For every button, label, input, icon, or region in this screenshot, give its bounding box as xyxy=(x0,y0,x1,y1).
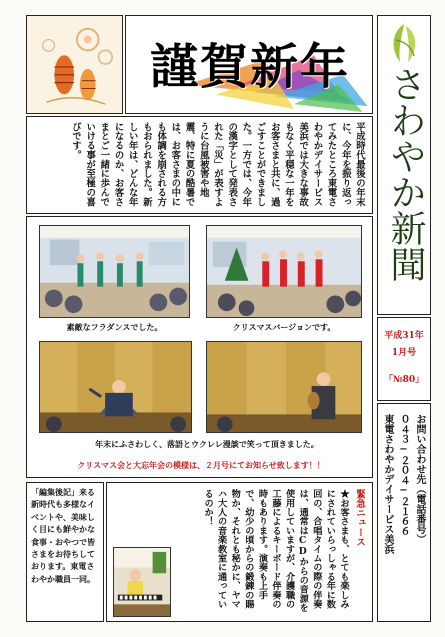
rakugo-caption: 年末にふさわしく、落語とウクレレ漫談で笑って頂きました。 xyxy=(95,439,319,449)
urgent-news-text: ★お客さまも、とても楽しみにされていらっしゃる年に数回の、合唱タイムの際の伴奏は、通常はCDからの音源を使用していますが、介護職の工藤によるキーボード伴奏の時もあります。演奏も上手で、幼少の頃からの鍛錬の賜物か、それとも秘かに、ヤマハ大人の音楽教室に通っているのか！ xyxy=(202,489,349,613)
intro-article-text: 平成時代最後の年末に、今年を振り返ってみたところ東電さわやかデイサービス美浜では大きな事故もなく平穏な一年をお客さまと共に、過ごすことができました。一方では、今年の漢字として発表された「災」が表すように台風被害や地震、特に夏の酷暑では、お客さまの中にも体調を崩される方もおられました。新しい年は、どんな年になるのか、お客さまとご一緒に歩んでいける事が至極の喜びです。 xyxy=(69,122,365,207)
event-notice: クリスマス会と大忘年会の模様は、２月号にてお知らせ致します！！ xyxy=(77,460,325,470)
issue-era: 平成31年 xyxy=(384,331,424,341)
photo-section xyxy=(26,216,373,478)
ukulele-comedy-photo xyxy=(206,341,362,433)
hula-caption: 素敵なフラダンスでした。 xyxy=(66,322,163,332)
issue-month: 1月号 xyxy=(391,348,417,358)
urgent-news-box xyxy=(106,482,373,622)
hula-dance-photo xyxy=(39,225,190,318)
contact-facility-name: 東電さわやかデイサービス美浜 xyxy=(382,414,393,554)
new-year-greeting-text: 謹賀新年 xyxy=(149,39,350,95)
issue-info-box xyxy=(377,317,431,401)
editor-note-text: 「編集後記」来る新時代も多様なイベントや、美味しく目にも鮮やかな食事・おやつで皆さまをお待ちしております。東電さわやか職員一同。 xyxy=(31,488,95,584)
editor-note-box xyxy=(26,482,104,622)
new-year-greeting-banner xyxy=(125,15,373,114)
christmas-dance-photo xyxy=(206,225,362,318)
masthead-title: さわやか新聞 xyxy=(385,66,426,282)
urgent-news-heading: 緊急ニュース xyxy=(354,489,365,547)
contact-phone: ０４３−２０４−２１６６ xyxy=(398,414,409,536)
rakugo-photo xyxy=(39,341,192,433)
contact-label: お問い合わせ先（電話番号） xyxy=(414,414,425,544)
new-year-ornament-illustration xyxy=(27,16,122,113)
masthead-box xyxy=(377,15,431,315)
keyboard-accompaniment-photo xyxy=(113,547,171,617)
issue-number: 「№80」 xyxy=(383,375,425,385)
intro-article-box xyxy=(26,116,373,214)
contact-box xyxy=(377,403,431,622)
new-year-ornament-image xyxy=(26,15,123,114)
christmas-caption: クリスマスバージョンです。 xyxy=(232,322,336,332)
masthead-leaf-icon xyxy=(386,22,422,66)
